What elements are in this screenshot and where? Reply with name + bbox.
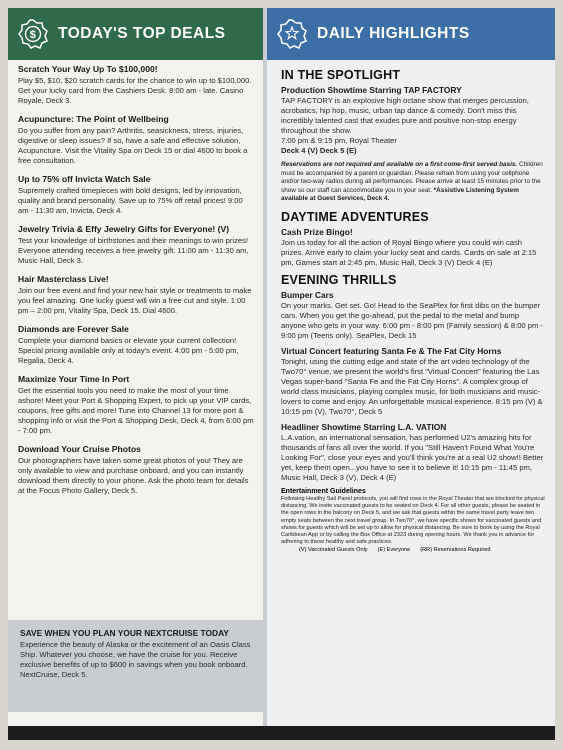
legend-entry: (V) Vaccinated Guests Only	[299, 547, 368, 554]
guidelines-title: Entertainment Guidelines	[281, 487, 366, 495]
spotlight-body: TAP FACTORY is an explosive high octane show that merges percussion, acrobatics, hip hop, music, urban tap dance & comedy. Don't miss this incredibly talented cast that exudes pure and positive non-stop energy throughout the show.	[281, 96, 529, 135]
deal-item	[18, 374, 255, 436]
note-text: Children must be accompanied by a parent or guardian. Please refrain from using your cellphone and/or two-way radios during all performances. Please arrive at least 15 minutes prior to the show so our staff can accommodate you in your seat.	[281, 161, 543, 194]
stars-badge-icon	[277, 19, 307, 49]
deal-title: Up to 75% off Invicta Watch Sale	[18, 174, 151, 184]
deal-item	[18, 114, 255, 166]
evening-heading: EVENING THRILLS	[281, 272, 397, 287]
deal-title: Diamonds are Forever Sale	[18, 324, 129, 334]
spotlight-heading: IN THE SPOTLIGHT	[281, 68, 401, 82]
evening-item	[281, 422, 545, 483]
note-end: *Assistive Listening System available at Guest Services, Deck 4.	[281, 186, 519, 203]
deal-body: Supremely crafted timepieces with bold designs, led by innovation, quality and brand personality. Save up to 75% off retail prices! 9:00 am - 11:30 am, Invicta, Deck 4.	[18, 186, 243, 215]
nextcruise-title: SAVE WHEN YOU PLAN YOUR NEXTCRUISE TODAY	[20, 628, 229, 638]
svg-text:$: $	[29, 29, 37, 41]
deal-item	[18, 444, 255, 496]
deal-body: Do you suffer from any pain? Arthritis, seasickness, stress, injuries, digestive or sleep issues? If so, have a safe and effective solution, Acupuncture. Visit the Vitality Spa on Deck 15 or dial 4600 to book a free consultation.	[18, 126, 248, 165]
evening-title: Headliner Showtime Starring L.A. VATION	[281, 421, 447, 432]
deal-body: Play $5, $10, $20 scratch cards for the chance to win up to $100,000. Get your lucky card from the Cashiers Desk. 8:00 am - late. Casino Royale, Deck 3.	[18, 76, 252, 105]
evening-body: L.A.vation, an international sensation, has performed U2's amazing hits for thousands of fans all over the world. If you "Still Haven't Found What You're Looking For", close your eyes and you'll think you're at a real U2 show!! Better yet, keep them open...you have to see it to believe it! 10:15 pm - 11:45 pm, Music Hall, Deck 3 (V), Deck 4 (E)	[281, 432, 544, 482]
deal-title: Download Your Cruise Photos	[18, 444, 141, 454]
guidelines	[281, 488, 545, 553]
deal-title: Jewelry Trivia & Effy Jewelry Gifts for Everyone! (V)	[18, 224, 230, 234]
dollar-badge-icon	[18, 19, 48, 49]
deal-body: Our photographers have taken some great photos of you! They are only available to view and purchase onboard, and you can instantly download them directly to your phone. Ask the photo team for details at the Focus Photo Gallery, Deck 5.	[18, 456, 249, 495]
spotlight-time: 7:00 pm & 9:15 pm, Royal Theater	[281, 136, 397, 145]
note-bold: Reservations are not required and available on a first come-first served basis.	[281, 161, 518, 168]
deal-body: Join our free event and find your new hair style or treatments to make you feel amazing. One lucky guest will win a free cut and style. 1:00 pm – 2:00 pm, Vitality Spa, Deck 15. Dial 4600.	[18, 286, 252, 315]
evening-item	[281, 290, 545, 341]
top-deals-header	[8, 8, 263, 60]
top-deals-title: TODAY'S TOP DEALS	[58, 25, 226, 42]
deal-title: Hair Masterclass Live!	[18, 274, 109, 284]
daytime-heading: DAYTIME ADVENTURES	[281, 209, 429, 224]
deal-body: Test your knowledge of birthstones and their meanings to win prizes! Everyone attending receives a free jewelry gift. 11:00 am - 11:30 am, Music Hall, Deck 3.	[18, 236, 249, 265]
daily-highlights-header	[267, 8, 555, 60]
daily-highlights-title: DAILY HIGHLIGHTS	[317, 25, 470, 42]
spotlight-deck: Deck 4 (V) Deck 5 (E)	[281, 146, 357, 155]
daytime-title: Cash Prize Bingo!	[281, 226, 353, 237]
guidelines-legend	[281, 547, 545, 553]
deal-title: Maximize Your Time In Port	[18, 374, 130, 384]
bottom-bar	[8, 726, 555, 740]
deal-item	[18, 174, 255, 216]
evening-title: Virtual Concert featuring Santa Fe & The Fat City Horns	[281, 345, 502, 356]
daytime-body: Join us today for all the action of Royal Bingo where you could win cash prizes. Arrive early to claim your lucky seat and cards. Cards on sale at 2:15 pm, Games start at 2:45 pm, Music Hall, Deck 3 (V) Deck 4 (E)	[281, 237, 537, 267]
evening-list	[281, 290, 545, 483]
evening-item	[281, 346, 545, 417]
evening-body: Tonight, using the cutting edge and state of the art video technology of the Two70° venue, we present the world's first "Virtual Concert" featuring the Las Vegas super-band "Santa Fe and the Fat City Horns". A complex group of world class musicians, playing complex music, for both musicians and music-lovers to come and enjoy. An unforgettable musical experience. 8:15 pm (V) & 10:15 pm (V), Two70°, Deck 5	[281, 356, 543, 416]
deal-body: Complete your diamond basics or elevate your current collection! Special pricing available only at today's event. 4:00 pm - 5:00 pm, Regalia, Deck 4.	[18, 336, 239, 365]
deal-title: Acupuncture: The Point of Wellbeing	[18, 114, 169, 124]
evening-body: On your marks. Get set. Go! Head to the SeaPlex for first dibs on the bumper cars. When you get the go-ahead, put the pedal to the metal and bump anyone who gets in your way. 6:00 pm - 8:00 pm (Family session) & 8:00 pm - 9:00 pm (Teens only). SeaPlex, Deck 15	[281, 300, 543, 340]
highlights-body	[267, 60, 555, 553]
guidelines-body: Following Healthy Sail Panel protocols, you will find rows in the Royal Theater that are blocked for physical distancing. We invite vaccinated guests to be seated on Deck 4. For all other guests, please be seated in the open rows in the balcony on Deck 5, and we ask that guests within the same travel party leave two empty seats between the next travel group. In Two70°, we have specific shows for vaccinated guests and shows for guests which will be set up to allow for physical distancing. Be sure to book by using the Royal Caribbean App or by calling the Box Office at 2323 during opening hours. We thank you in advance for adhering to these healthy and safe practices.	[281, 495, 545, 546]
deal-item	[18, 224, 255, 266]
spotlight-item	[281, 85, 545, 156]
deal-title: Scratch Your Way Up To $100,000!	[18, 64, 158, 74]
evening-title: Bumper Cars	[281, 289, 334, 300]
daytime-item	[281, 227, 545, 268]
program-page	[8, 8, 555, 740]
deals-list	[8, 60, 263, 496]
deal-item	[18, 274, 255, 316]
top-deals-column	[8, 8, 263, 726]
nextcruise-box	[8, 620, 263, 712]
spotlight-note	[281, 161, 545, 204]
nextcruise-body: Experience the beauty of Alaska or the excitement of an Oasis Class Ship. Whatever you choose, we have the cruise for you. Receive exclusive benefits of up to $600 in savings when you book onboard. NextCruise, Deck 5.	[20, 640, 251, 679]
daily-highlights-column	[267, 8, 555, 726]
legend-entry: (E) Everyone	[377, 547, 411, 554]
deal-item	[18, 324, 255, 366]
deal-body: Get the essential tools you need to make the most of your time ashore! Meet your Port & Shopping Expert, to pick up your VIP cards, coupons, free gifts and more! Tune into Channel 13 for more port & shopping info or visit the Port & Shopping Desk, Deck 4, from 6:00 pm - 7:00 pm.	[18, 386, 254, 435]
deal-item	[18, 64, 255, 106]
legend-entry: (RR) Reservations Required	[420, 547, 491, 554]
spotlight-title: Production Showtime Starring TAP FACTORY	[281, 85, 462, 95]
